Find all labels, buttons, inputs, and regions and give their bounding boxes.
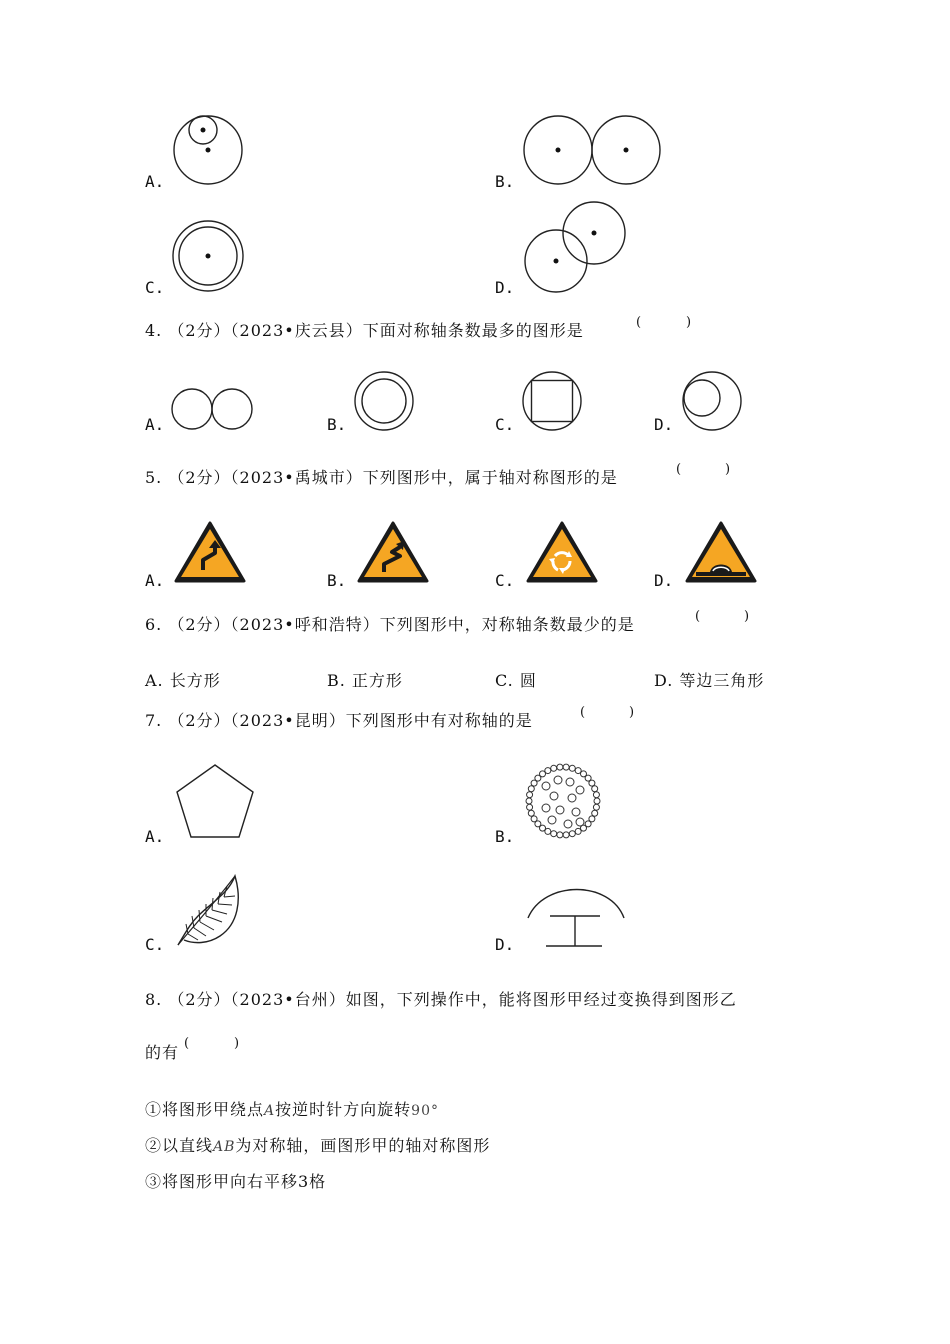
q4-option-a-label: A. xyxy=(145,415,165,434)
q3-option-b-label: B. xyxy=(495,172,515,191)
ring-dot xyxy=(594,798,600,804)
ring-dot xyxy=(527,804,533,810)
ring-dot xyxy=(545,768,551,774)
q7-paren-open: ( xyxy=(580,705,586,720)
q8-op1-math: 90° xyxy=(411,1103,439,1119)
q8-op1-suffix: 按逆时针方向旋转 xyxy=(275,1100,412,1119)
q8-op2-suffix: 为对称轴，画图形甲的轴对称图形 xyxy=(235,1136,491,1155)
q4-score: （2分） xyxy=(168,321,231,340)
inner-dot xyxy=(566,778,574,786)
q8-stem-line2 xyxy=(145,1040,179,1063)
q8-source: （2023•台州） xyxy=(230,990,346,1009)
ring-dot xyxy=(575,828,581,834)
q5-number: 5. xyxy=(145,468,163,487)
q4-figure-b xyxy=(352,370,416,434)
q8-op2-var: AB xyxy=(213,1139,236,1155)
ring-dot xyxy=(551,765,557,771)
inner-dot xyxy=(576,818,584,826)
ring-dot xyxy=(527,792,533,798)
q6-source: （2023•呼和浩特） xyxy=(230,615,380,634)
q3-figure-b xyxy=(520,112,670,192)
inner-dot xyxy=(556,806,564,814)
q4-option-b-label: B. xyxy=(327,415,347,434)
q4-option-d-label: D. xyxy=(654,415,674,434)
q5-sign-c-roundabout-icon xyxy=(525,520,599,584)
ring-dot xyxy=(557,764,563,770)
q7-option-b-label: B. xyxy=(495,827,515,846)
q5-paren-open: ( xyxy=(676,462,682,477)
q8-op1-prefix: ①将图形甲绕点 xyxy=(145,1100,265,1119)
ring-dot xyxy=(563,764,569,770)
q5-paren-close: ) xyxy=(725,462,731,477)
ring-dot xyxy=(569,831,575,837)
q6-option-b: B. 正方形 xyxy=(327,671,403,690)
q5-option-c-label: C. xyxy=(495,571,515,590)
ring-dot xyxy=(593,792,599,798)
q5-option-b-label: B. xyxy=(327,571,347,590)
q7-number: 7. xyxy=(145,711,163,730)
q5-option-d-label: D. xyxy=(654,571,674,590)
ring-dot xyxy=(528,786,534,792)
q7-figure-d-arch xyxy=(524,876,630,952)
q6-option-a: A. 长方形 xyxy=(145,671,221,690)
q5-sign-d-hump-icon xyxy=(684,520,758,584)
q6-option-c: C. 圆 xyxy=(495,671,537,690)
q5-stem xyxy=(145,465,618,488)
q4-paren-close: ) xyxy=(686,315,692,330)
q8-stem-line1 xyxy=(145,987,737,1010)
q3-option-a-label: A. xyxy=(145,172,165,191)
q8-operation-1 xyxy=(145,1097,439,1120)
q7-source: （2023•昆明） xyxy=(230,711,346,730)
q4-stem xyxy=(145,318,584,341)
q4-paren-open: ( xyxy=(636,315,642,330)
q3-option-d-label: D. xyxy=(495,278,515,297)
ring-dot xyxy=(526,798,532,804)
q8-number: 8. xyxy=(145,990,163,1009)
q8-paren-close: ) xyxy=(234,1036,240,1051)
q8-op3-prefix: ③将图形甲向右平移3格 xyxy=(145,1172,327,1191)
q7-option-d-label: D. xyxy=(495,935,515,954)
q7-paren-close: ) xyxy=(629,705,635,720)
q7-score: （2分） xyxy=(168,711,231,730)
q7-stem xyxy=(145,708,533,731)
q8-text-line2: 的有 xyxy=(145,1043,180,1062)
q6-stem xyxy=(145,612,635,635)
q5-source: （2023•禹城市） xyxy=(230,468,363,487)
q7-text: 下列图形中有对称轴的是 xyxy=(345,711,533,730)
ring-dot xyxy=(551,831,557,837)
inner-dot xyxy=(548,816,556,824)
q8-op2-prefix: ②以直线 xyxy=(145,1136,214,1155)
inner-dot xyxy=(542,804,550,812)
q8-score: （2分） xyxy=(168,990,231,1009)
q5-sign-a-curve-icon xyxy=(173,520,247,584)
q6-number: 6. xyxy=(145,615,163,634)
q5-sign-b-zigzag-icon xyxy=(356,520,430,584)
ring-dot xyxy=(593,804,599,810)
q3-figure-a xyxy=(170,112,250,192)
ring-dot xyxy=(528,810,534,816)
q4-source: （2023•庆云县） xyxy=(230,321,363,340)
ring-dot xyxy=(531,816,537,822)
q5-text: 下列图形中，属于轴对称图形的是 xyxy=(362,468,618,487)
inner-dot xyxy=(542,782,550,790)
q4-number: 4. xyxy=(145,321,163,340)
q3-figure-c xyxy=(170,218,250,298)
q7-figure-b-dot-circle xyxy=(524,762,604,842)
inner-dot xyxy=(564,820,572,828)
q3-figure-d xyxy=(520,198,630,298)
q4-figure-c xyxy=(520,370,584,434)
q6-score: （2分） xyxy=(168,615,231,634)
q4-figure-d xyxy=(680,370,744,434)
q8-operation-2 xyxy=(145,1133,490,1156)
inner-dot xyxy=(554,776,562,784)
q8-operation-3 xyxy=(145,1169,326,1192)
q8-text-line1: 如图，下列操作中，能将图形甲经过变换得到图形乙 xyxy=(345,990,737,1009)
q7-figure-c-leaf-icon xyxy=(172,872,242,948)
inner-dot xyxy=(572,808,580,816)
ring-dot xyxy=(557,832,563,838)
q4-figure-a xyxy=(170,387,260,433)
ring-dot xyxy=(592,810,598,816)
q6-text: 下列图形中，对称轴条数最少的是 xyxy=(379,615,635,634)
q7-option-a-label: A. xyxy=(145,827,165,846)
ring-dot xyxy=(563,832,569,838)
ring-dot xyxy=(589,780,595,786)
q5-option-a-label: A. xyxy=(145,571,165,590)
q6-paren-close: ) xyxy=(744,609,750,624)
q5-score: （2分） xyxy=(168,468,231,487)
q7-figure-a-pentagon xyxy=(172,762,258,842)
q6-paren-open: ( xyxy=(695,609,701,624)
q8-op1-var: A xyxy=(264,1103,276,1119)
ring-dot xyxy=(569,765,575,771)
q7-option-c-label: C. xyxy=(145,935,165,954)
q6-option-d: D. 等边三角形 xyxy=(654,671,765,690)
q4-option-c-label: C. xyxy=(495,415,515,434)
inner-dot xyxy=(568,794,576,802)
inner-dot xyxy=(576,786,584,794)
q4-text: 下面对称轴条数最多的图形是 xyxy=(362,321,584,340)
inner-dot xyxy=(550,792,558,800)
q8-paren-open: ( xyxy=(184,1036,190,1051)
q3-option-c-label: C. xyxy=(145,278,165,297)
ring-dot xyxy=(592,786,598,792)
